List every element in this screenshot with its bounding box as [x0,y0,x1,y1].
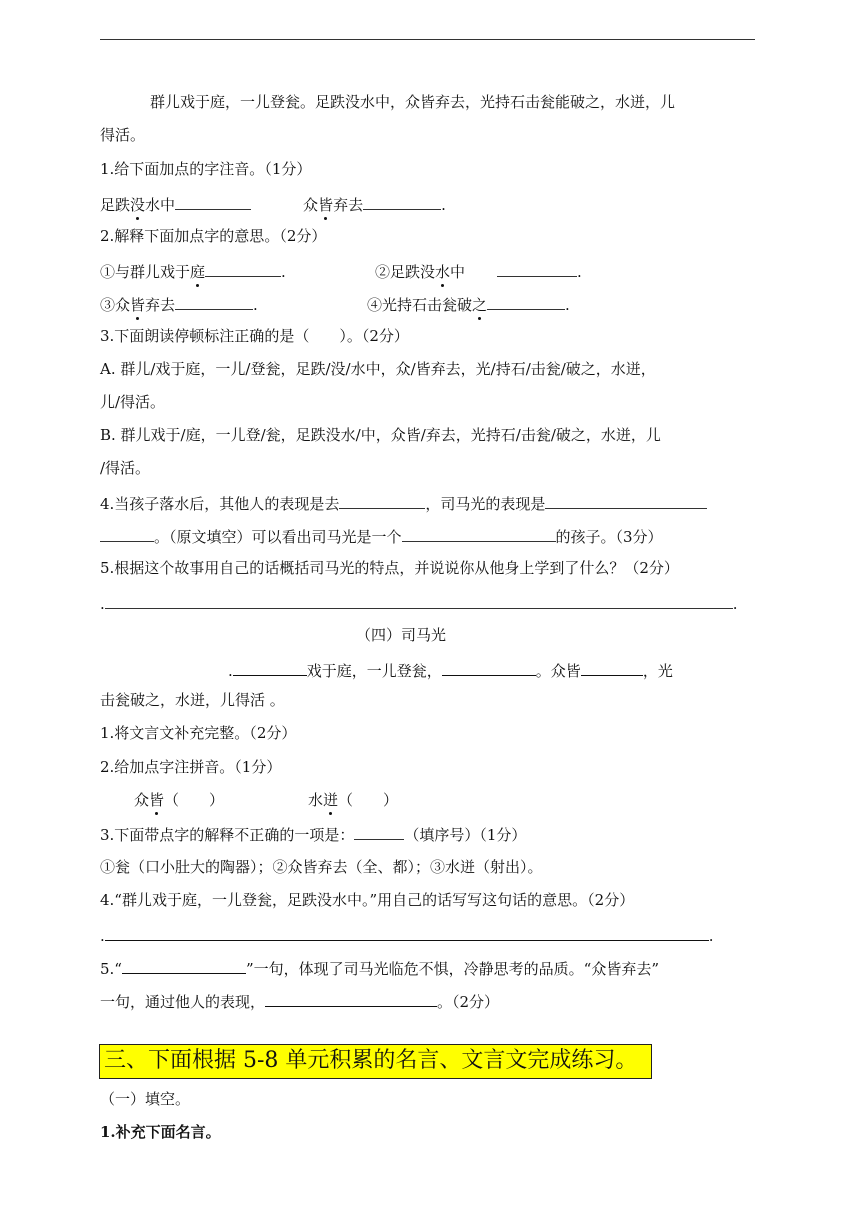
q2-blank-3[interactable] [175,292,253,310]
q3-option-b-1: B. 群儿戏于/庭，一儿登/瓮，足跌没水/中，众皆/弃去，光持石/击瓮/破之，水迸，儿 [100,426,661,444]
q4-blank-2[interactable] [545,491,707,509]
section4-title: （四）司马光 [356,626,447,644]
q3-option-a-2: 儿/得活。 [100,393,166,411]
q2-row-2: ③众皆弃去 . [100,292,258,316]
q5-answer-line: . . [100,591,738,615]
section4-text-line-2: 击瓮破之，水迸，儿得活 。 [100,691,285,709]
q1-answers: 足跌没水中 众皆弃去 . [100,192,446,216]
q4-blank-1[interactable] [339,491,425,509]
section4-blank-1[interactable] [233,658,307,676]
section4-q4-answer: . . [100,923,714,947]
q3-stem: 3.下面朗读停顿标注正确的是（ ）。（2分） [100,327,409,345]
section4-text-line-1: . 戏于庭，一儿登瓮， 。众皆 ，光 [228,658,673,682]
section4-q1: 1.将文言文补充完整。（2分） [100,724,297,742]
q3-option-b-2: /得活。 [100,459,151,477]
q2-blank-4[interactable] [487,292,565,310]
q2-blank-2[interactable] [497,259,577,277]
section4-q4-blank[interactable] [105,923,709,941]
q1-stem: 1.给下面加点的字注音。（1分） [100,160,312,178]
section4-q3-blank[interactable] [354,822,404,840]
q2-stem: 2.解释下面加点字的意思。（2分） [100,227,327,245]
section3-heading: 三、下面根据 5-8 单元积累的名言、文言文完成练习。 [104,1048,638,1073]
section4-q5-line-2: 一句，通过他人的表现， 。（2分） [100,989,499,1013]
section4-q5-line-1: 5.“ ”一句，体现了司马光临危不惧，冷静思考的品质。“众皆弃去” [100,956,659,980]
q3-option-a-1: A. 群儿/戏于庭，一儿/登瓮，足跌/没/水中，众/皆弃去，光/持石/击瓮/破之，水迸， [100,360,656,378]
section4-q3: 3.下面带点字的解释不正确的一项是： （填序号）（1分） [100,822,526,846]
q2-row-2b: ④光持石击瓮破之 . [367,292,570,316]
q5-stem: 5.根据这个故事用自己的话概括司马光的特点，并说说你从他身上学到了什么？（2分） [100,559,679,577]
section4-blank-2[interactable] [442,658,536,676]
section3-item1: 1.补充下面名言。 [100,1123,221,1141]
q4-line-2: 。（原文填空）可以看出司马光是一个 的孩子。（3分） [100,524,663,548]
header-rule [100,39,755,40]
q1-blank-a[interactable] [175,192,251,210]
section4-q2: 2.给加点字注拼音。（1分） [100,758,282,776]
section4-q2-a: 众皆（ ） [134,791,225,809]
q4-blank-2-cont[interactable] [100,524,154,542]
q2-row-1: ①与群儿戏于庭 . [100,259,286,283]
section4-q4: 4.“群儿戏于庭，一儿登瓮，足跌没水中。”用自己的话写写这句话的意思。（2分） [100,891,635,909]
section3-sub1: （一）填空。 [100,1090,191,1108]
section4-q3-options: ①瓮（口小肚大的陶器）；②众皆弃去（全、都）；③水迸（射出）。 [100,858,543,876]
q5-blank[interactable] [105,591,733,609]
q2-blank-1[interactable] [205,259,281,277]
q1-blank-b[interactable] [363,192,441,210]
passage-line-2: 得活。 [100,126,146,144]
passage-line-1: 群儿戏于庭，一儿登瓮。足跌没水中，众皆弃去，光持石击瓮能破之，水迸，儿 [150,93,676,111]
section4-q5-blank-1[interactable] [122,956,246,974]
section4-q5-blank-2[interactable] [265,989,437,1007]
q4-line-1: 4.当孩子落水后，其他人的表现是去 ，司马光的表现是 [100,491,707,515]
q2-row-1b: ②足跌没水中 . [375,259,582,283]
section4-q2-b: 水迸（ ） [308,791,399,809]
q4-blank-3[interactable] [402,524,556,542]
section4-blank-3[interactable] [581,658,643,676]
